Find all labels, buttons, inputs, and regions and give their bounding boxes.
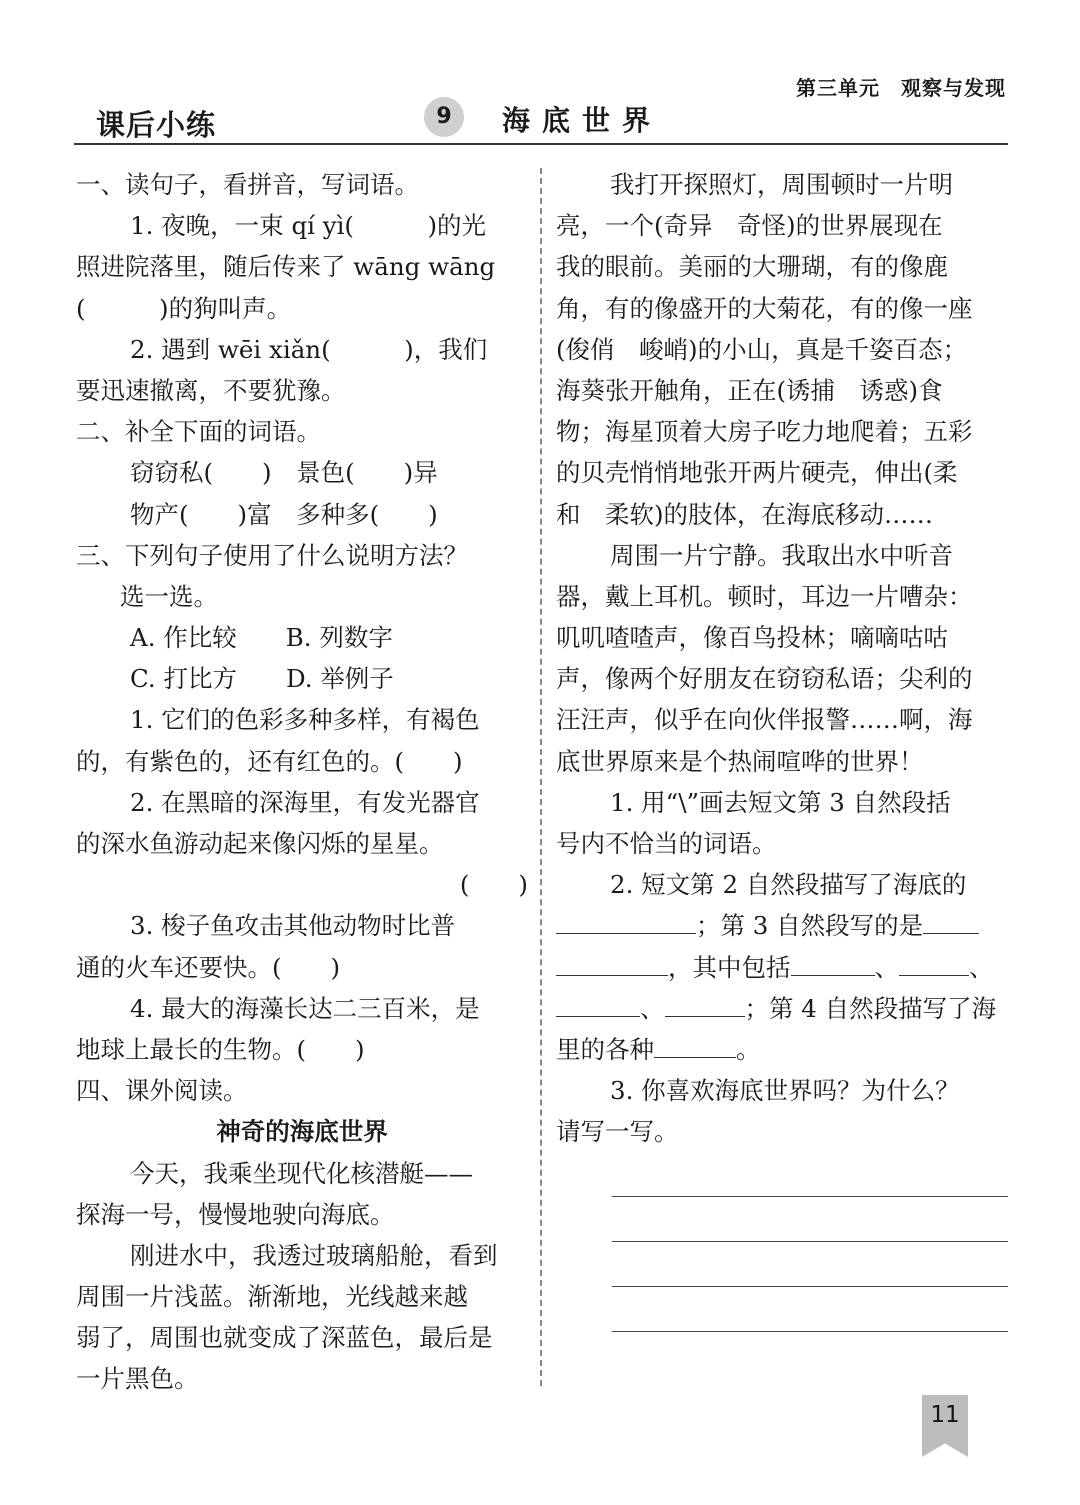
reading-q2-text: ；第 4 自然段描写了海 (744, 993, 997, 1023)
reading-q1-line: 1. 用“\”画去短文第 3 自然段括 (610, 787, 951, 817)
q2-words-line: 窃窃私( ) 景色( )异 (130, 458, 438, 488)
worksheet-header (74, 95, 1008, 145)
q3-item3-line: 通的火车还要快。( ) (76, 952, 341, 982)
q3-options: C. 打比方 D. 举例子 (130, 664, 394, 694)
story-paragraph-line: (俊俏 峻峭)的小山，真是千姿百态； (556, 334, 968, 364)
unit-label: 第三单元 观察与发现 (796, 76, 1006, 100)
story-paragraph-line: 周围一片浅蓝。渐渐地，光线越来越 (76, 1282, 468, 1312)
q1-item1-line: 照进院落里，随后传来了 wāng wāng (76, 252, 496, 282)
answer-blank[interactable] (556, 992, 640, 1017)
answer-blank[interactable] (556, 909, 696, 934)
reading-q2-text: ，其中包括 (668, 952, 791, 982)
reading-q2-text: 里的各种 (556, 1034, 654, 1064)
lesson-title: 海底世界 (502, 104, 663, 137)
story-paragraph-line: 器，戴上耳机。顿时，耳边一片嘈杂： (556, 581, 973, 611)
answer-blank[interactable] (556, 951, 668, 976)
story-paragraph-line: 弱了，周围也就变成了深蓝色，最后是 (76, 1323, 493, 1353)
story-paragraph-line: 探海一号，慢慢地驶向海底。 (76, 1199, 395, 1229)
q1-heading: 一、读句子，看拼音，写词语。 (76, 170, 419, 199)
column-divider (540, 168, 542, 1386)
story-paragraph-line: 亮，一个(奇异 奇怪)的世界展现在 (556, 211, 943, 241)
story-paragraph-line: 角，有的像盛开的大菊花，有的像一座 (556, 293, 973, 323)
q3-item4-line: 4. 最大的海藻长达二三百米，是 (130, 993, 480, 1023)
writing-line[interactable] (612, 1196, 1008, 1197)
story-paragraph-line: 叽叽喳喳声，像百鸟投林；嘀嘀咕咕 (556, 623, 948, 653)
story-paragraph-line: 我的眼前。美丽的大珊瑚，有的像鹿 (556, 252, 948, 282)
writing-line[interactable] (612, 1286, 1008, 1287)
story-paragraph-line: 声，像两个好朋友在窃窃私语；尖利的 (556, 664, 973, 694)
q3-item2-line: 的深水鱼游动起来像闪烁的星星。 (76, 829, 444, 858)
story-paragraph-line: 我打开探照灯，周围顿时一片明 (610, 170, 953, 199)
left-column (76, 164, 528, 1400)
reading-q2-line (556, 905, 1008, 946)
q3-item2-line: 2. 在黑暗的深海里，有发光器官 (130, 787, 480, 817)
writing-line[interactable] (612, 1241, 1008, 1242)
reading-q2-line (556, 947, 1008, 988)
reading-q3-line: 3. 你喜欢海底世界吗？为什么？ (610, 1076, 960, 1106)
writing-line[interactable] (612, 1331, 1008, 1332)
answer-blank[interactable] (899, 951, 969, 976)
q2-words-line: 物产( )富 多种多( ) (130, 499, 438, 529)
q3-options: A. 作比较 B. 列数字 (130, 623, 393, 653)
story-paragraph-line: 周围一片宁静。我取出水中听音 (610, 540, 953, 570)
q1-item2-line: 要迅速撤离，不要犹豫。 (76, 375, 346, 405)
right-column (556, 164, 1008, 1153)
story-paragraph-line: 物；海星顶着大房子吃力地爬着；五彩 (556, 417, 973, 447)
story-paragraph-line: 和 柔软)的肢体，在海底移动…… (556, 499, 934, 529)
story-paragraph-line: 今天，我乘坐现代化核潜艇—— (130, 1158, 473, 1188)
q1-item1-line: 1. 夜晚，一束 qí yì( )的光 (130, 211, 487, 241)
reading-q2-line: 2. 短文第 2 自然段描写了海底的 (610, 870, 967, 900)
q3-heading: 三、下列句子使用了什么说明方法？ (76, 540, 468, 570)
answer-blank[interactable] (923, 909, 979, 934)
q3-item3-line: 3. 梭子鱼攻击其他动物时比普 (130, 911, 456, 941)
story-paragraph-line: 底世界原来是个热闹喧哗的世界！ (556, 746, 924, 776)
q4-heading: 四、课外阅读。 (76, 1076, 248, 1106)
answer-blank[interactable] (791, 951, 875, 976)
q3-item1-line: 的，有紫色的，还有红色的。( ) (76, 746, 463, 776)
story-paragraph-line: 汪汪声，似乎在向伙伴报警……啊，海 (556, 705, 973, 735)
reading-q2-text: 。 (736, 1034, 761, 1064)
q3-item1-line: 1. 它们的色彩多种多样，有褐色 (130, 705, 480, 735)
reading-q2-line (556, 1029, 1008, 1070)
story-title: 神奇的海底世界 (216, 1117, 388, 1147)
reading-q2-text: ；第 3 自然段写的是 (696, 911, 924, 941)
reading-q2-separator: 、 (969, 952, 994, 982)
section-tag: 课后小练 (96, 108, 217, 142)
answer-blank[interactable] (665, 992, 745, 1017)
q2-heading: 二、补全下面的词语。 (76, 417, 321, 447)
reading-q2-line (556, 988, 1008, 1029)
answer-blank[interactable] (654, 1033, 736, 1058)
reading-q3-line: 请写一写。 (556, 1117, 679, 1147)
q3-item2-answer: ( ) (459, 870, 528, 900)
q3-item4-line: 地球上最长的生物。( ) (76, 1034, 365, 1064)
q1-item1-line: ( )的狗叫声。 (76, 293, 292, 323)
q1-item2-line: 2. 遇到 wēi xiǎn( )，我们 (130, 334, 488, 364)
story-paragraph-line: 海葵张开触角，正在(诱捕 诱惑)食 (556, 375, 943, 405)
story-paragraph-line: 一片黑色。 (76, 1364, 199, 1394)
story-paragraph-line: 刚进水中，我透过玻璃船舱，看到 (130, 1240, 498, 1270)
page-number: 11 (930, 1402, 960, 1428)
q3-heading: 选一选。 (120, 581, 218, 611)
story-paragraph-line: 的贝壳悄悄地张开两片硬壳，伸出(柔 (556, 458, 958, 488)
reading-q2-separator: 、 (874, 952, 899, 982)
lesson-number-badge: 9 (424, 97, 464, 137)
reading-q2-separator: 、 (640, 993, 665, 1023)
reading-q1-line: 号内不恰当的词语。 (556, 829, 777, 858)
